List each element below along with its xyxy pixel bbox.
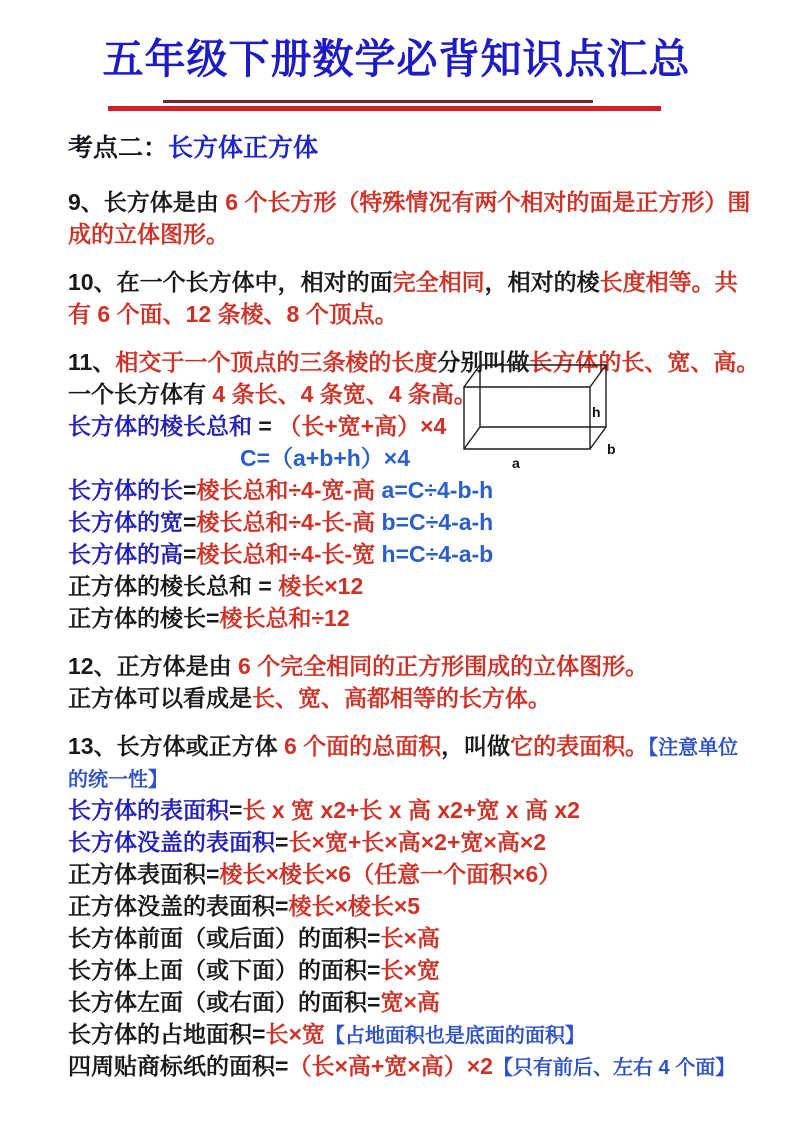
text-segment: 12、正方体是由 — [68, 653, 238, 679]
text-line — [68, 826, 763, 858]
text-segment: 长方体前面（或后面）的面积= — [68, 925, 381, 951]
text-segment: 长×宽+长×高×2+宽×高×2 — [288, 829, 547, 855]
text-segment: 【注意单位 — [648, 737, 739, 759]
page-title: 五年级下册数学必背知识点汇总 — [102, 36, 691, 82]
text-line — [68, 986, 763, 1018]
edge-label-h: h — [592, 404, 601, 420]
text-segment: 长方体的占地面积= — [68, 1021, 266, 1047]
section-heading — [68, 133, 793, 164]
text-line — [68, 922, 763, 954]
text-segment: = — [183, 541, 197, 567]
text-segment: 13、长方体或正方体 — [68, 733, 284, 759]
text-segment: 9、长方体是由 — [68, 189, 226, 215]
text-line — [68, 858, 763, 890]
text-line — [68, 1050, 763, 1082]
text-segment: = — [252, 413, 279, 439]
text-segment: 【占地面积也是底面的面积】 — [324, 1025, 585, 1047]
text-segment: 长×高 — [380, 925, 440, 951]
text-segment: h=C÷4-a-b — [375, 541, 494, 567]
document-body — [68, 186, 763, 1082]
text-segment: 一个长方体有 — [68, 381, 213, 407]
text-segment: 棱长×棱长×5 — [288, 893, 421, 919]
text-segment: 宽×高 — [380, 989, 440, 1015]
text-segment: 长方体没盖的表面积 — [68, 829, 275, 855]
text-line — [68, 602, 763, 634]
text-segment: 4 条长、4 条宽、4 条高。 — [212, 381, 477, 407]
text-segment: （长+宽+高）×4 — [278, 413, 447, 439]
text-segment: 6 个长方形（特殊情况有两个相对的面是正方形）围 — [225, 189, 751, 215]
text-segment: ，相对的棱 — [484, 269, 600, 295]
text-segment: 长方体的长 — [68, 477, 183, 503]
text-segment: 长方体左面（或右面）的面积= — [68, 989, 381, 1015]
text-line — [68, 1018, 763, 1050]
text-segment: 完全相同 — [392, 269, 485, 295]
text-line — [68, 538, 763, 570]
text-segment: 长方体的宽 — [68, 509, 183, 535]
text-line — [68, 762, 763, 794]
text-segment: 棱长总和÷4-长-高 — [196, 509, 376, 535]
text-segment: = — [183, 477, 197, 503]
text-segment: 6 个面的总面积 — [283, 733, 442, 759]
text-segment: 正方体的棱长总和 = — [68, 573, 279, 599]
text-segment: 11、 — [68, 349, 116, 375]
title-underline-dark — [163, 100, 593, 103]
text-segment: 10、在一个长方体中，相对的面 — [68, 269, 393, 295]
text-segment: 它的表面积。 — [510, 733, 649, 759]
text-segment: 长、宽、高都相等的长方体。 — [252, 685, 551, 711]
text-segment: 长方体的棱长总和 — [68, 413, 252, 439]
text-line — [68, 474, 763, 506]
text-segment: 长度相等。共 — [599, 269, 738, 295]
text-segment: 长×宽 — [265, 1021, 325, 1047]
edge-label-a: a — [512, 455, 520, 471]
text-segment: 棱长×棱长×6（任意一个面积×6） — [219, 861, 562, 887]
text-segment: 正方体表面积= — [68, 861, 220, 887]
text-line — [68, 794, 763, 826]
text-line — [68, 346, 763, 378]
text-segment: = — [229, 797, 243, 823]
text-line — [68, 730, 763, 762]
text-segment: 相交于一个顶点的三条棱的长度 — [115, 349, 438, 375]
text-segment: 棱长总和÷12 — [219, 605, 350, 631]
text-line — [68, 650, 763, 682]
text-segment: （长×高+宽×高）×2 — [288, 1053, 493, 1079]
text-segment: 长方体的表面积 — [68, 797, 229, 823]
text-line — [68, 890, 763, 922]
text-line — [68, 570, 763, 602]
text-line — [68, 954, 763, 986]
text-segment: C=（a+b+h）×4 — [240, 445, 411, 471]
text-segment: 分别叫做 — [437, 349, 530, 375]
text-line — [68, 186, 763, 218]
text-segment: 长×宽 — [380, 957, 440, 983]
cuboid-diagram — [460, 357, 620, 473]
text-line — [68, 378, 763, 410]
text-segment: 长 x 宽 x2+长 x 高 x2+宽 x 高 x2 — [242, 797, 580, 823]
text-line — [68, 298, 763, 330]
text-segment: 有 6 个面、12 条棱、8 个顶点。 — [68, 301, 398, 327]
text-segment: 四周贴商标纸的面积= — [68, 1053, 289, 1079]
text-segment: 成的立体图形。 — [68, 221, 229, 247]
text-segment: 6 个完全相同的正方形围成的立体图形。 — [237, 653, 649, 679]
text-segment: 【只有前后、左右 4 个面】 — [492, 1057, 736, 1079]
text-segment: 正方体可以看成是 — [68, 685, 252, 711]
text-segment: 正方体没盖的表面积= — [68, 893, 289, 919]
text-segment: 长方体的长、宽、高。 — [529, 349, 760, 375]
text-line — [68, 442, 763, 474]
text-segment: b=C÷4-a-h — [375, 509, 494, 535]
text-segment: 长方体的高 — [68, 541, 183, 567]
text-segment: = — [183, 509, 197, 535]
section-heading-topic: 长方体正方体 — [168, 134, 319, 162]
text-line — [68, 410, 763, 442]
text-segment: 的统一性】 — [68, 769, 168, 791]
text-segment: 正方体的棱长= — [68, 605, 220, 631]
text-segment: a=C÷4-b-h — [375, 477, 494, 503]
section-heading-prefix: 考点二： — [68, 134, 169, 162]
text-line — [68, 218, 763, 250]
text-segment: 棱长总和÷4-宽-高 — [196, 477, 376, 503]
text-line — [68, 682, 763, 714]
text-segment: 棱长总和÷4-长-宽 — [196, 541, 376, 567]
text-segment: 长方体上面（或下面）的面积= — [68, 957, 381, 983]
text-segment: ，叫做 — [441, 733, 511, 759]
text-segment: 棱长×12 — [278, 573, 364, 599]
title-underline-red — [108, 106, 661, 111]
edge-label-b: b — [607, 441, 616, 457]
text-line — [68, 506, 763, 538]
text-line — [68, 266, 763, 298]
cuboid-wireframe — [464, 365, 606, 449]
text-segment: = — [275, 829, 289, 855]
